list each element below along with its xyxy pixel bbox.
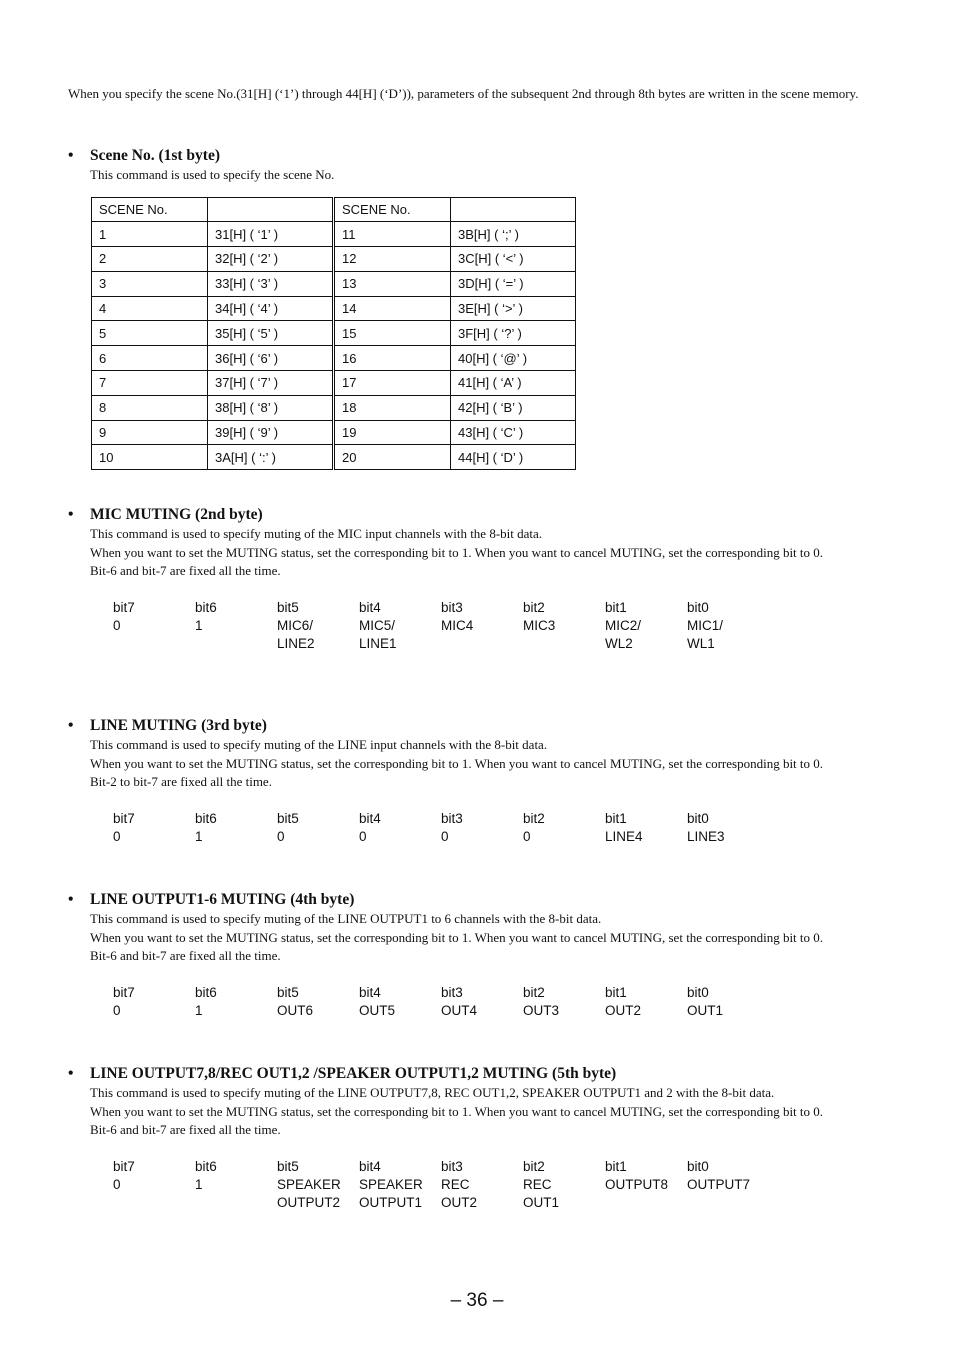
bit-label: bit4 — [359, 599, 381, 615]
bit-column-bit2 — [523, 810, 605, 864]
bit-value — [687, 1020, 769, 1038]
bit-column-bit1 — [605, 1158, 687, 1212]
table-row — [92, 420, 576, 445]
bit-column-bit7 — [113, 1158, 195, 1212]
header-cell — [451, 197, 576, 222]
bit-value: OUT6 — [277, 1002, 314, 1018]
bit-column-bit7 — [113, 599, 195, 653]
bit-column-bit0 — [687, 984, 769, 1038]
table-header-row — [92, 197, 576, 222]
bit-label: bit4 — [359, 1158, 381, 1174]
paragraph-line: When you want to set the MUTING status, set the corresponding bit to 1. When you want to cancel MUTING, set the corresponding bit to 0. — [90, 755, 824, 771]
table-cell: 3F[H] ( ‘?’ ) — [451, 321, 576, 346]
bit-value: OUT4 — [441, 1002, 478, 1018]
table-row — [92, 395, 576, 420]
bit-value: REC — [523, 1176, 552, 1192]
bit-value — [687, 1194, 769, 1212]
bit-value: MIC2/ — [605, 617, 642, 633]
table-cell: 5 — [92, 321, 208, 346]
paragraph-line: Bit-6 and bit-7 are fixed all the time. — [90, 948, 281, 963]
bit-value: SPEAKER — [277, 1176, 341, 1192]
bit-value — [687, 846, 769, 864]
table-cell: 19 — [334, 420, 451, 445]
bit-value: 0 — [441, 828, 449, 844]
paragraph-line: This command is used to specify muting of the LINE OUTPUT1 to 6 channels with the 8-bit data. — [90, 911, 602, 926]
section-body — [68, 910, 883, 966]
bit-column-bit6 — [195, 810, 277, 864]
bit-value — [441, 1020, 523, 1038]
bit-value: OUTPUT7 — [687, 1176, 751, 1192]
bit-value: 0 — [359, 828, 367, 844]
section-title: MIC MUTING (2nd byte) — [90, 506, 263, 523]
bit-label: bit5 — [277, 599, 299, 615]
bit-column-bit4 — [359, 810, 441, 864]
bit-value — [523, 635, 605, 653]
table-cell: 7 — [92, 371, 208, 396]
bullet: • — [68, 147, 74, 164]
bit-value — [605, 846, 687, 864]
paragraph-line: When you want to set the MUTING status, set the corresponding bit to 1. When you want to cancel MUTING, set the corresponding bit to 0. — [90, 544, 824, 560]
table-cell: 14 — [334, 296, 451, 321]
table-cell: 10 — [92, 445, 208, 470]
bit-value: MIC1/ — [687, 617, 724, 633]
bit-label: bit7 — [113, 984, 135, 1000]
bit-label: bit2 — [523, 1158, 545, 1174]
bit-value — [605, 1020, 687, 1038]
table-cell: 2 — [92, 247, 208, 272]
bit-column-bit3 — [441, 1158, 523, 1212]
paragraph-line: This command is used to specify muting of the LINE input channels with the 8-bit data. — [90, 737, 548, 752]
paragraph-line: Bit-6 and bit-7 are fixed all the time. — [90, 1122, 281, 1137]
header-cell: SCENE No. — [92, 197, 208, 222]
bit-value — [523, 846, 605, 864]
page-number: – 36 – — [450, 1290, 504, 1311]
bit-value: 1 — [195, 1002, 203, 1018]
bit-value: 1 — [195, 617, 203, 633]
bit-table — [113, 599, 883, 653]
scene-description: This command is used to specify the scene No. — [90, 167, 335, 182]
bit-value: 1 — [195, 828, 203, 844]
table-row — [92, 222, 576, 247]
scene-title — [68, 146, 883, 166]
bit-value: OUTPUT8 — [605, 1176, 669, 1192]
table-cell: 6 — [92, 346, 208, 371]
table-cell: 43[H] ( ‘C’ ) — [451, 420, 576, 445]
bit-column-bit5 — [277, 810, 359, 864]
bit-column-bit1 — [605, 810, 687, 864]
table-cell: 13 — [334, 271, 451, 296]
bit-value: REC — [441, 1176, 470, 1192]
table-cell: 4 — [92, 296, 208, 321]
bit-value: OUT1 — [687, 1002, 724, 1018]
table-cell: 12 — [334, 247, 451, 272]
bit-label: bit1 — [605, 1158, 627, 1174]
bit-label: bit2 — [523, 810, 545, 826]
bit-column-bit2 — [523, 1158, 605, 1212]
bit-value: 0 — [113, 828, 121, 844]
bit-value: MIC3 — [523, 617, 556, 633]
section-title: LINE OUTPUT7,8/REC OUT1,2 /SPEAKER OUTPUT1,2 MUTING (5th byte) — [90, 1065, 617, 1082]
bullet: • — [68, 506, 74, 523]
bit-column-bit1 — [605, 984, 687, 1038]
scene-section — [68, 146, 883, 470]
paragraph-line: When you want to set the MUTING status, set the corresponding bit to 1. When you want to cancel MUTING, set the corresponding bit to 0. — [90, 929, 824, 945]
bit-value: OUT3 — [523, 1002, 560, 1018]
table-cell: 17 — [334, 371, 451, 396]
bit-column-bit5 — [277, 984, 359, 1038]
bit-column-bit6 — [195, 1158, 277, 1212]
bit-column-bit7 — [113, 810, 195, 864]
bit-column-bit4 — [359, 599, 441, 653]
line-muting-section — [68, 716, 883, 846]
table-cell: 3D[H] ( ‘=’ ) — [451, 271, 576, 296]
bit-value: WL1 — [687, 635, 715, 651]
bit-column-bit0 — [687, 1158, 769, 1212]
bit-label: bit1 — [605, 599, 627, 615]
bit-value: LINE4 — [605, 828, 643, 844]
bit-label: bit5 — [277, 1158, 299, 1174]
bit-table — [113, 810, 883, 846]
bit-label: bit1 — [605, 810, 627, 826]
mic-muting-section — [68, 505, 883, 653]
bit-label: bit0 — [687, 810, 709, 826]
bit-value: WL2 — [605, 635, 633, 651]
table-cell: 20 — [334, 445, 451, 470]
table-row — [92, 271, 576, 296]
bit-label: bit4 — [359, 810, 381, 826]
bit-value: LINE1 — [359, 635, 397, 651]
bullet: • — [68, 1065, 74, 1082]
bit-column-bit0 — [687, 810, 769, 864]
bit-value — [359, 1020, 441, 1038]
paragraph-line: Bit-2 to bit-7 are fixed all the time. — [90, 774, 272, 789]
bit-table — [113, 1158, 883, 1212]
table-cell: 3A[H] ( ‘:’ ) — [208, 445, 334, 470]
bit-value: LINE3 — [687, 828, 725, 844]
section-heading — [68, 505, 883, 525]
bit-column-bit3 — [441, 810, 523, 864]
table-cell: 33[H] ( ‘3’ ) — [208, 271, 334, 296]
section-heading — [68, 1064, 883, 1084]
table-cell: 1 — [92, 222, 208, 247]
bit-label: bit0 — [687, 1158, 709, 1174]
bit-value — [605, 1194, 687, 1212]
table-cell: 44[H] ( ‘D’ ) — [451, 445, 576, 470]
bit-column-bit4 — [359, 1158, 441, 1212]
table-row — [92, 445, 576, 470]
bit-value — [523, 1020, 605, 1038]
intro-paragraph: When you specify the scene No.(31[H] (‘1’) through 44[H] (‘D’)), parameters of the subsequent 2nd through 8th bytes are written in the scene memory. — [68, 86, 859, 101]
table-cell: 41[H] ( ‘A’ ) — [451, 371, 576, 396]
bit-label: bit7 — [113, 1158, 135, 1174]
table-row — [92, 321, 576, 346]
header-cell — [208, 197, 334, 222]
section-heading — [68, 716, 883, 736]
bit-label: bit7 — [113, 810, 135, 826]
bit-value: MIC6/ — [277, 617, 314, 633]
bit-value: OUT5 — [359, 1002, 396, 1018]
bit-value: 0 — [113, 617, 121, 633]
table-row — [92, 371, 576, 396]
bit-label: bit3 — [441, 599, 463, 615]
bit-value — [113, 1194, 195, 1212]
bit-value: OUTPUT1 — [359, 1194, 423, 1210]
paragraph-line: This command is used to specify muting of the MIC input channels with the 8-bit data. — [90, 526, 543, 541]
table-cell: 35[H] ( ‘5’ ) — [208, 321, 334, 346]
line-output-7-8-section — [68, 1064, 883, 1212]
bit-column-bit5 — [277, 1158, 359, 1212]
bit-value: SPEAKER — [359, 1176, 423, 1192]
table-row — [92, 247, 576, 272]
bit-value: LINE2 — [277, 635, 315, 651]
bit-value — [441, 846, 523, 864]
bit-value — [277, 846, 359, 864]
table-cell: 39[H] ( ‘9’ ) — [208, 420, 334, 445]
bit-value: OUT2 — [605, 1002, 642, 1018]
bit-value — [113, 635, 195, 653]
bit-label: bit1 — [605, 984, 627, 1000]
bit-label: bit0 — [687, 599, 709, 615]
bit-value: OUT2 — [441, 1194, 478, 1210]
bit-column-bit1 — [605, 599, 687, 653]
bit-column-bit6 — [195, 599, 277, 653]
bit-value: MIC5/ — [359, 617, 396, 633]
table-cell: 8 — [92, 395, 208, 420]
section-title: LINE OUTPUT1-6 MUTING (4th byte) — [90, 891, 355, 908]
bit-label: bit3 — [441, 810, 463, 826]
bit-label: bit3 — [441, 984, 463, 1000]
bit-label: bit2 — [523, 599, 545, 615]
bit-value — [195, 1194, 277, 1212]
table-cell: 18 — [334, 395, 451, 420]
table-cell: 31[H] ( ‘1’ ) — [208, 222, 334, 247]
paragraph-line: This command is used to specify muting of the LINE OUTPUT7,8, REC OUT1,2, SPEAKER OUTPUT1 and 2 with the 8-bit data. — [90, 1085, 775, 1100]
bit-label: bit5 — [277, 810, 299, 826]
table-cell: 11 — [334, 222, 451, 247]
bit-value — [113, 846, 195, 864]
line-output-1-6-section — [68, 890, 883, 1020]
section-heading — [68, 890, 883, 910]
bit-value — [195, 846, 277, 864]
bullet: • — [68, 891, 74, 908]
bit-column-bit2 — [523, 599, 605, 653]
bit-label: bit4 — [359, 984, 381, 1000]
table-cell: 16 — [334, 346, 451, 371]
bit-value — [359, 846, 441, 864]
bit-column-bit6 — [195, 984, 277, 1038]
bit-column-bit3 — [441, 599, 523, 653]
bit-column-bit7 — [113, 984, 195, 1038]
bit-label: bit5 — [277, 984, 299, 1000]
table-cell: 32[H] ( ‘2’ ) — [208, 247, 334, 272]
table-cell: 3C[H] ( ‘<’ ) — [451, 247, 576, 272]
table-cell: 42[H] ( ‘B’ ) — [451, 395, 576, 420]
bit-value — [195, 1020, 277, 1038]
bit-table — [113, 984, 883, 1020]
bit-value: 0 — [277, 828, 285, 844]
bit-value: 1 — [195, 1176, 203, 1192]
bit-column-bit0 — [687, 599, 769, 653]
section-body — [68, 736, 883, 792]
bit-label: bit7 — [113, 599, 135, 615]
bit-value: 0 — [113, 1002, 121, 1018]
section-body — [68, 525, 883, 581]
table-row — [92, 296, 576, 321]
table-cell: 3 — [92, 271, 208, 296]
bit-value: 0 — [523, 828, 531, 844]
section-title: Scene No. (1st byte) — [90, 147, 221, 164]
bit-column-bit2 — [523, 984, 605, 1038]
bit-label: bit6 — [195, 1158, 217, 1174]
table-cell: 9 — [92, 420, 208, 445]
table-cell: 38[H] ( ‘8’ ) — [208, 395, 334, 420]
section-title: LINE MUTING (3rd byte) — [90, 717, 267, 734]
paragraph-line: When you want to set the MUTING status, set the corresponding bit to 1. When you want to cancel MUTING, set the corresponding bit to 0. — [90, 1103, 824, 1119]
bit-value: OUTPUT2 — [277, 1194, 341, 1210]
table-cell: 3B[H] ( ‘;’ ) — [451, 222, 576, 247]
bit-value — [277, 1020, 359, 1038]
bit-column-bit5 — [277, 599, 359, 653]
bit-value: OUT1 — [523, 1194, 560, 1210]
bullet: • — [68, 717, 74, 734]
bit-value: MIC4 — [441, 617, 474, 633]
bit-value — [195, 635, 277, 653]
bit-column-bit3 — [441, 984, 523, 1038]
table-cell: 34[H] ( ‘4’ ) — [208, 296, 334, 321]
header-cell: SCENE No. — [334, 197, 451, 222]
bit-label: bit6 — [195, 599, 217, 615]
table-cell: 40[H] ( ‘@’ ) — [451, 346, 576, 371]
table-cell: 3E[H] ( ‘>’ ) — [451, 296, 576, 321]
table-row — [92, 346, 576, 371]
bit-label: bit3 — [441, 1158, 463, 1174]
bit-label: bit2 — [523, 984, 545, 1000]
table-cell: 36[H] ( ‘6’ ) — [208, 346, 334, 371]
bit-column-bit4 — [359, 984, 441, 1038]
bit-label: bit6 — [195, 984, 217, 1000]
table-cell: 37[H] ( ‘7’ ) — [208, 371, 334, 396]
paragraph-line: Bit-6 and bit-7 are fixed all the time. — [90, 563, 281, 578]
table-cell: 15 — [334, 321, 451, 346]
bit-value: 0 — [113, 1176, 121, 1192]
bit-value — [441, 635, 523, 653]
bit-value — [113, 1020, 195, 1038]
section-body — [68, 1084, 883, 1140]
scene-table — [91, 197, 576, 471]
bit-label: bit6 — [195, 810, 217, 826]
bit-label: bit0 — [687, 984, 709, 1000]
